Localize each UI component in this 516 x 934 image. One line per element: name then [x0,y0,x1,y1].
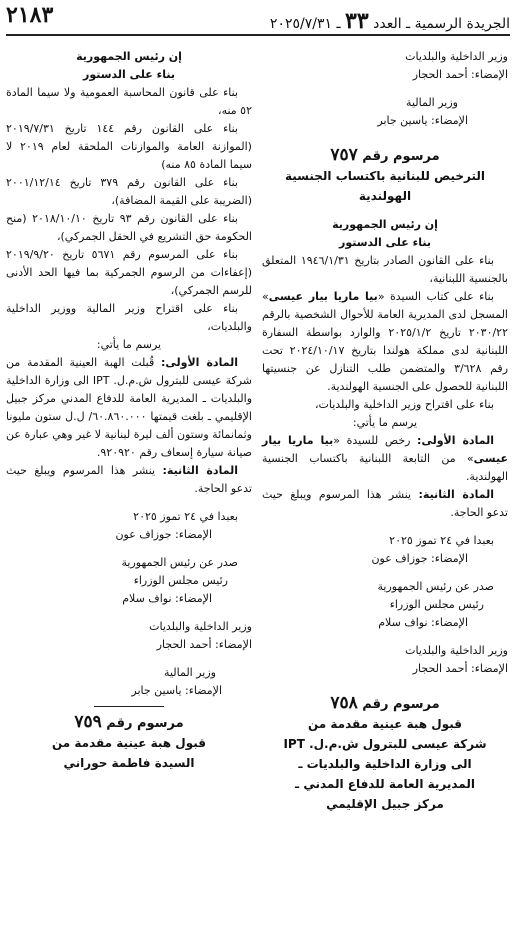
signature-finance: الإمضاء: ياسين جابر [131,684,222,697]
signature-president: الإمضاء: جوزاف عون [371,552,468,565]
decree-759-title: مرسوم رقم ٧٥٩ [74,712,184,732]
decree-758-subtitle: شركة عيسى للبترول ش.م.ل. IPT [283,737,487,751]
decree-757-subtitle: الترخيص للبنانية باكتساب الجنسية الهولندية [284,169,486,203]
separator-rule [94,706,164,707]
minister-interior: وزير الداخلية والبلديات [405,644,508,657]
signature-interior: الإمضاء: أحمد الحجار [156,638,252,651]
constitution-heading: بناء على الدستور [83,68,175,81]
page-number: ٢١٨٣ [6,2,54,28]
issue-number: ٣٣ [345,8,369,34]
recital: بناء على كتاب السيدة «بيا ماريا بيار عيسى» المسجل لدى المديرية العامة للأحوال الشخصية بالرقم ٢٠٣٠/٢٢ تاريخ ٢٠٢٥/١/٢ والوارد بواسطة السفارة اللبنانية لدى مملكة هولندا بتاريخ ٢٠٢٤/١٠/١٧ تحت رقم ٣/٦٢٨ والمتضمن طلب التنازل عن جنسيتها اللبنانية للحصول على الجنسية الهولندية. [262,290,509,393]
recital: بناء على اقتراح وزير الداخلية والبلديات، [314,398,494,411]
constitution-heading: بناء على الدستور [339,236,431,249]
issued-by: صدر عن رئيس الجمهورية [377,580,494,593]
signature-interior: الإمضاء: أحمد الحجار [412,68,508,81]
recital: بناء على قانون المحاسبة العمومية ولا سيما المادة ٥٢ منه، [6,86,252,117]
signature-interior: الإمضاء: أحمد الحجار [412,662,508,675]
recital: بناء على اقتراح وزير المالية ووزير الداخلية والبلديات، [6,302,252,333]
page-header [6,0,510,36]
decree-758-subtitle: الى وزارة الداخلية والبلديات ـ [298,757,472,771]
signature-pm: الإمضاء: نواف سلام [122,592,212,605]
running-title: الجريدة الرسمية ـ العدد ٣٣ ـ ٢٠٢٥/٧/٣١ [269,8,510,34]
minister-finance: وزير المالية [406,96,458,109]
prime-minister: رئيس مجلس الوزراء [389,598,484,611]
right-column [262,48,508,814]
signature-pm: الإمضاء: نواف سلام [378,616,468,629]
recital: بناء على القانون رقم ١٤٤ تاريخ ٢٠١٩/٧/٣١ (الموازنة العامة والموازنات الملحقة لعام ٢٠١٩ لا سيما المادة ٨٥ منه) [6,122,252,171]
president-heading: إن رئيس الجمهورية [332,218,438,231]
left-column [6,48,252,773]
decree-758-subtitle: مركز جبيل الإقليمي [326,797,444,811]
decree-758-subtitle: قبول هبة عينية مقدمة من [307,717,462,731]
recital: بناء على القانون رقم ٣٧٩ تاريخ ٢٠٠١/١٢/١٤ (الضريبة على القيمة المضافة)، [6,176,252,207]
minister-finance: وزير المالية [164,666,216,679]
date-line: بعبدا في ٢٤ تموز ٢٠٢٥ [389,534,494,547]
signature-president: الإمضاء: جوزاف عون [115,528,212,541]
decree-758-subtitle: المديرية العامة للدفاع المدني ـ [295,777,475,791]
article-1: المادة الأولى: رخص للسيدة «بيا ماريا بيار عيسى» من التابعة اللبنانية باكتساب الجنسية الهولندية. [262,434,508,483]
signature-finance: الإمضاء: ياسين جابر [377,114,468,127]
minister-interior: وزير الداخلية والبلديات [149,620,252,633]
prime-minister: رئيس مجلس الوزراء [133,574,228,587]
decree-759-subtitle: السيدة فاطمة حوراني [63,756,195,770]
recital: بناء على المرسوم رقم ٥٦٧١ تاريخ ٢٠١٩/٩/٢٠ (إعفاءات من الرسوم الجمركية بما فيها الحد الأدنى للرسم الجمركي)، [6,248,252,297]
decrees-line: يرسم ما يأتي: [96,338,162,351]
article-2: المادة الثانية: ينشر هذا المرسوم ويبلغ حيث تدعو الحاجة. [262,488,508,519]
issued-by: صدر عن رئيس الجمهورية [121,556,238,569]
article-1: المادة الأولى: قُبلت الهبة العينية المقدمة من شركة عيسى للبترول ش.م.ل. IPT الى وزارة الداخلية والبلديات ـ المديرية العامة للدفاع المدني مركز جبيل الإقليمي ـ بلغت قيمتها ٦٠.٨٦٠.٠٠٠/ ل.ل ستون مليونا وثمانمائة وستون ألف ليرة لبنانية لا غير وهي عبارة عن صيانة سيارة إسعاف رقم ٩٢٠٩٢٠. [6,356,253,459]
article-2: المادة الثانية: ينشر هذا المرسوم ويبلغ حيث تدعو الحاجة. [6,464,252,495]
minister-interior: وزير الداخلية والبلديات [405,50,508,63]
recital: بناء على القانون رقم ٩٣ تاريخ ٢٠١٨/١٠/١٠ (منح الحكومة حق التشريع في الحقل الجمركي)، [6,212,252,243]
decree-757-title: مرسوم رقم ٧٥٧ [330,145,440,165]
recital: بناء على القانون الصادر بتاريخ ١٩٤٦/١/٣١ المتعلق بالجنسية اللبنانية، [262,254,508,285]
decree-758-title: مرسوم رقم ٧٥٨ [330,693,440,713]
issue-date: ـ ٢٠٢٥/٧/٣١ [269,16,341,32]
president-heading: إن رئيس الجمهورية [76,50,182,63]
date-line: بعبدا في ٢٤ تموز ٢٠٢٥ [133,510,238,523]
decree-759-subtitle: قبول هبة عينية مقدمة من [51,736,206,750]
decrees-line: يرسم ما يأتي: [352,416,418,429]
